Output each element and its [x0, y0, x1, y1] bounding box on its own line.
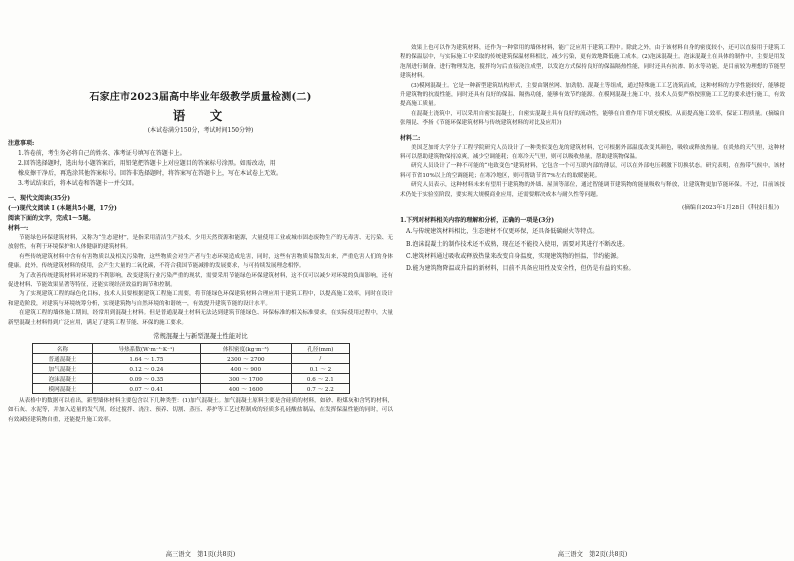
- table-cell: 0.6 ～ 2.1: [291, 374, 349, 384]
- table-row: [33, 354, 350, 364]
- exam-title: 石家庄市2023届高中毕业年级教学质量检测(二): [89, 92, 312, 103]
- table-cell: 400 ～ 1600: [200, 384, 291, 394]
- paragraph: 节能绿色环保建筑材料，又称为“生态建材”，是指采用清洁生产技术，少用天然资源和能源，大量使用工业或城市固态废物生产的无毒害、无污染、无放射性，有利于环境保护和人体健康的建筑材料。: [8, 235, 393, 251]
- question-stem: 1.下列对材料相关内容的理解和分析，正确的一项是(3分): [400, 217, 555, 225]
- material-one-label: 材料一:: [8, 225, 29, 232]
- note-item: 橡皮擦干净后，再选涂其他答案标号。回答非选择题时，将答案写在答题卡上，写在本试卷上无效。: [18, 170, 283, 177]
- note-item: 2.回答选择题时，选出每小题答案后，用铅笔把答题卡上对应题目的答案标号涂黑。如需改动，用: [18, 160, 276, 167]
- table-cell: 2300 ～ 2700: [200, 354, 291, 364]
- source-citation: (摘编自2023年1月28日《科技日报》): [681, 205, 779, 212]
- question-option: C.建筑材料通过吸收或释放热量来改变自身温度，实现建筑物的恒温，节约能源。: [406, 252, 623, 260]
- paragraph: 为了改善传统建筑材料对环境的不利影响，改变建筑行业污染严重的现状，需要采用节能绿色环保建筑材料，这不仅可以减少对环境的负面影响，还有促进材料、节能效果显著等特征，还能实现经济效益的调节和控制。: [8, 272, 393, 289]
- note-item: 1.答卷前，考生务必将自己的姓名、准考证号填写在答题卡上。: [18, 150, 186, 157]
- section-heading: 一、现代文阅读(35分): [8, 195, 71, 202]
- table-cell: 加气混凝土: [33, 364, 93, 374]
- instruction: 阅读下面的文字，完成1～5题。: [8, 215, 95, 222]
- table-header-row: [33, 344, 350, 354]
- table-cell: 300 ～ 1700: [200, 374, 291, 384]
- table-header: 名称: [33, 344, 93, 354]
- page-one: [8, 0, 393, 561]
- table-caption: 常规混凝土与新型混凝土性能对比: [153, 333, 248, 341]
- table-cell: 400 ～ 900: [200, 364, 291, 374]
- exam-subject: 语 文: [172, 108, 229, 123]
- table-row: [33, 364, 350, 374]
- question-option: D.能为建筑物降温或升温的新材料，目前不具备应用性及安全性，但仍是有益的实验。: [406, 265, 635, 273]
- paragraph: 有些传统建筑材料中含有有害物质以及相关污染物，这些物质会对生产者与生态环境造成危害，同时，这些有害物质易散发出来，严重危害人们的身体健康。此外，传统建筑材料的使用，会产生大量的二氧化碳，不符合我国节能减排的发展要求，与可持续发展理念相悖。: [8, 253, 393, 270]
- page-footer: 高三语文 第1页(共8页): [165, 551, 236, 558]
- table-cell: 1.64 ～ 1.75: [92, 354, 200, 364]
- question-option: A.与传统建筑材料相比，生态建材不仅更环保，还具备低碳耐火等特点。: [406, 228, 599, 236]
- material-two-label: 材料二:: [400, 134, 421, 142]
- table-cell: 0.7 ～ 2.2: [291, 384, 349, 394]
- table-row: [33, 384, 350, 394]
- part-heading: (一)现代文阅读 I (本题共5小题，17分): [8, 205, 117, 212]
- table-cell: /: [291, 354, 349, 364]
- performance-table: [32, 343, 350, 394]
- question-option: B.泡沫混凝土的制作技术还不成熟，现在还不能投入使用，需要对其进行不断改进。: [406, 240, 629, 248]
- table-row: [33, 374, 350, 384]
- paragraph: 在混凝土浇筑中，可以采用自密实混凝土，自密实混凝土具有良好的流动性，能够在自重作用下填充模板，从而提高施工效率，保证工程质量。(摘编自张翔昆、李扬《节能环保建筑材料与传统建筑材料的对比及应用》): [400, 110, 785, 127]
- table-header: 体积密度(kg·m⁻³): [200, 344, 291, 354]
- paragraph: 美国芝加哥大学分子工程学院研究人员设计了一种类似变色龙的建筑材料，它可根据外部温度改变其颜色，吸收或释放热量。在炎热的天气里，这种材料可以帮助建筑物保持凉爽，减少空调能耗；在寒冷天气里，则可以吸收热量，帮助建筑物保温。: [400, 144, 785, 161]
- notes-heading: 注意事项:: [8, 140, 35, 147]
- paragraph: 在建筑工程的墙体施工期间，经常用到混凝土材料。但是普通混凝土材料无法达到建筑节能绿色、环保标准的相关标准要求，在实际使用过程中，大量新型混凝土材料得到广泛应用，满足了建筑工程节能、环保的施工要求。: [8, 310, 393, 326]
- paragraph: (3)模网混凝土。它是一种新型建筑结构形式，主要由钢丝网、加劲肋、混凝土等组成，通过特殊施工工艺浇筑而成，这种材料的力学性能较好，能够提升建筑物的抗震性能，同时还具有良好的保温、隔热功能，能够有效节约能源。在模网混凝土施工中，技术人员要严格按照施工工艺的要求进行施工，有效提高施工质量。: [400, 82, 785, 108]
- table-cell: 0.07 ～ 0.41: [92, 384, 200, 394]
- table-cell: 0.1 ～ 2: [291, 364, 349, 374]
- table-cell: 0.12 ～ 0.24: [92, 364, 200, 374]
- table-cell: 普通混凝土: [33, 354, 93, 364]
- table-cell: 0.09 ～ 0.35: [92, 374, 200, 384]
- page-footer: 高三语文 第2页(共8页): [557, 551, 628, 558]
- paragraph: 从表格中的数据可以看出，新型墙体材料主要包含以下几种类型：(1)加气混凝土。加气混凝土原料主要是含硅质的材料，如砂、粉煤灰和含钙的材料，如石灰、水泥等，并加入适量的发气剂，经过搅拌、浇注、预养、切割、蒸压、养护等工艺过程制成的轻质多孔硅酸盐制品，在发挥保温性能的同时，可以有效减轻建筑物自重，还能提升施工效率。: [8, 398, 393, 423]
- paragraph: 研究人员设计了一种不可能的“电致变色”建筑材料，它包含一个可互联内部的薄层，可以在外部电压刺激下切换状态。研究表明，在热带气候中，该材料可节省10%以上的空调能耗；在寒冷地区，则可帮助节省7%左右的取暖能耗。: [400, 163, 785, 179]
- paragraph: 为了实现建筑工程的绿色化目标，技术人员要根据建筑工程施工需要，将节能绿色环保建筑材料合理应用于建筑工程中，以提高施工效率，同时在设计和建造阶段，对建筑与环境统筹分析，实现建筑物与自然环境的和谐统一，有效提升建筑节能的设计水平。: [8, 291, 393, 307]
- exam-info: (本试卷满分150分，考试时间150分钟): [147, 127, 254, 134]
- table-header: 导热系数(W·m⁻¹·K⁻¹): [92, 344, 200, 354]
- table-cell: 泡沫混凝土: [33, 374, 93, 384]
- paragraph: 效果上也可以作为建筑材料，还作为一种常用的墙体材料，能广泛应用于建筑工程中。除此之外，由于该材料自身的密度较小，还可以直接用于建筑工程的保温层中，与实际施工中采取的传统建筑保温材料相比，减少污染，更有效地降低施工成本。(2)泡沫混凝土。泡沫混凝土在具体的制作中，主要是用发泡剂进行制备，进行物理发泡，搅拌均匀后直接浇注成型，以发泡方式保持良好的保温隔热性能，同时还具有抗渗、防水等功能，是目前较为理想的节能型建筑材料。: [400, 45, 785, 80]
- paragraph: 研究人员表示，这种材料未来有望用于建筑物的外墙、屋顶等部位，通过智能调节建筑物的能量吸收与释放，让建筑物更加节能环保。不过，目前该技术仍处于实验室阶段，要实现大规模商业应用，还需要解决成本与耐久性等问题。: [400, 182, 785, 198]
- table-cell: 模网混凝土: [33, 384, 93, 394]
- page-two: [400, 0, 785, 561]
- table-header: 孔径(mm): [291, 344, 349, 354]
- note-item: 3.考试结束后，将本试卷和答题卡一并交回。: [18, 180, 138, 187]
